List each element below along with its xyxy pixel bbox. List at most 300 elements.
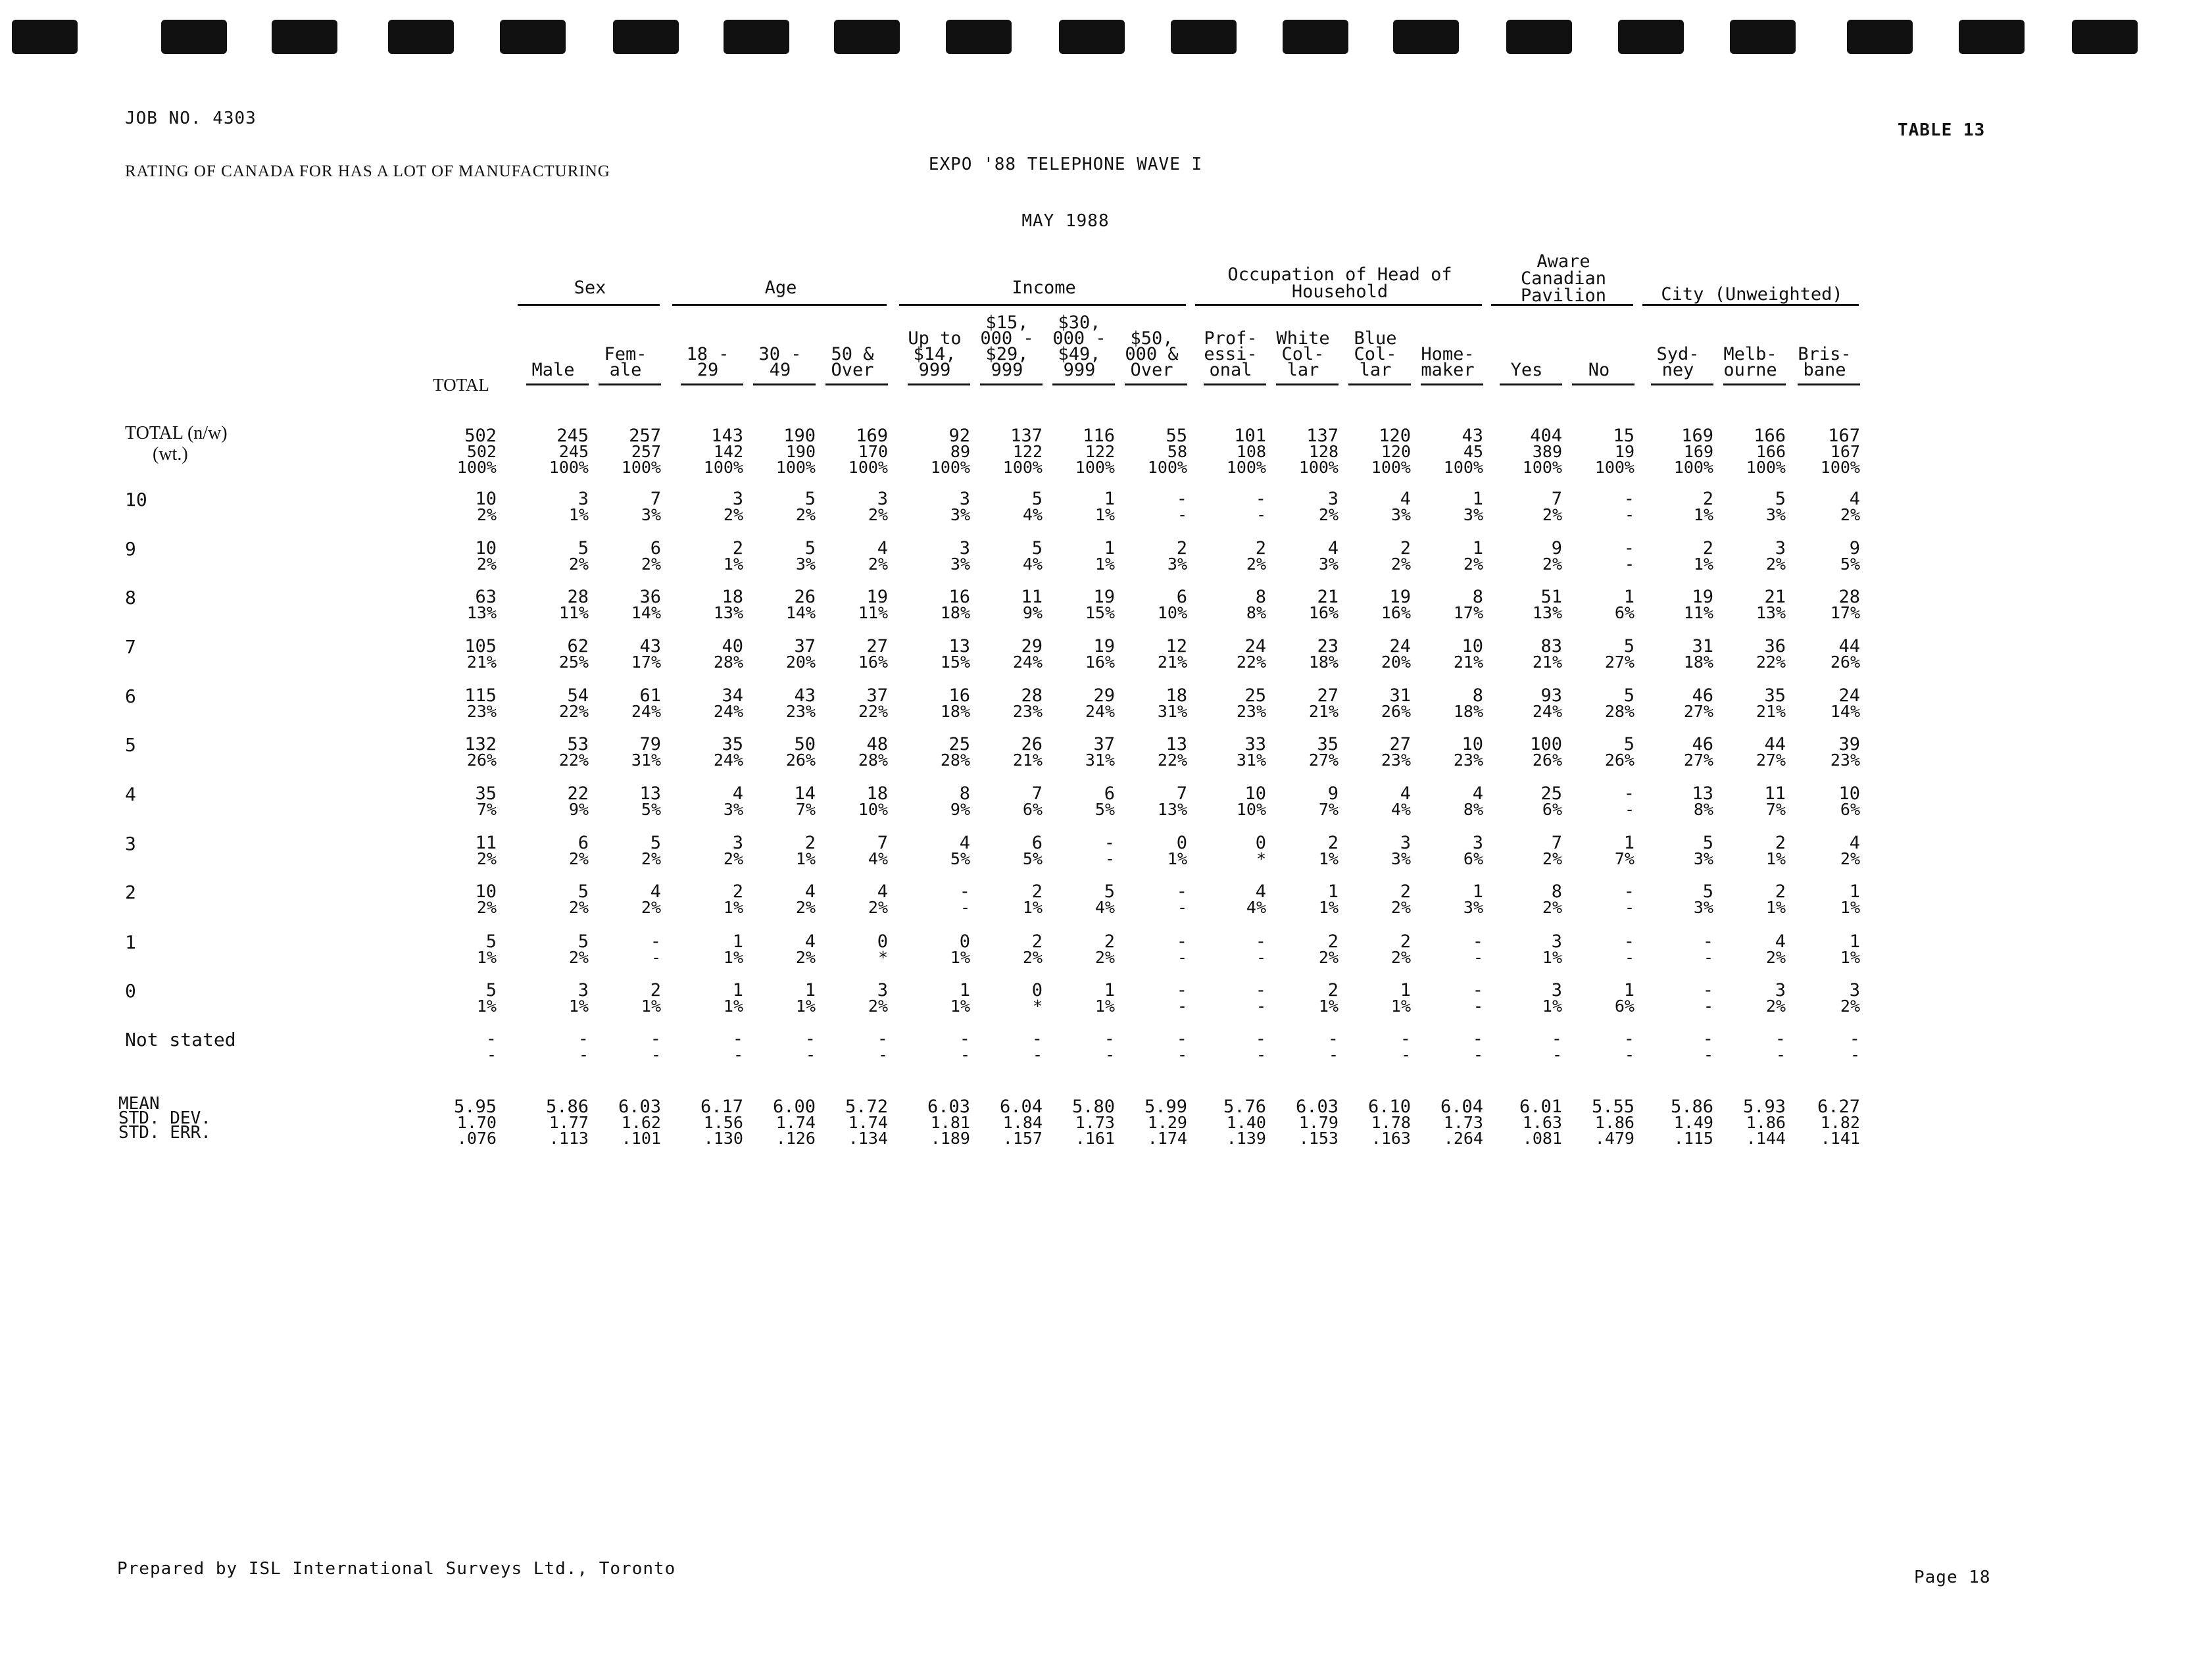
table-cell [1788, 783, 1860, 819]
column-header: 30 - 49 [758, 344, 802, 380]
cell-count: - [804, 1029, 816, 1049]
cell-count: 31 [1389, 685, 1411, 706]
cell-value: 4% [1390, 800, 1411, 819]
cell-value: - [1624, 800, 1634, 819]
cell-value: 2% [1765, 555, 1786, 574]
job-number: JOB NO. 4303 [125, 109, 257, 128]
table-cell [1713, 428, 1786, 476]
cell-count: 4 [877, 538, 888, 558]
table-cell [898, 589, 970, 621]
cell-value: 1% [1318, 898, 1339, 917]
table-cell [898, 636, 970, 672]
cell-value: 1% [568, 505, 589, 524]
cell-value: 21% [1012, 751, 1043, 770]
cell-value: .081 [1522, 1129, 1562, 1148]
cell-count: 7 [877, 833, 888, 853]
cell-value: - [1473, 1045, 1483, 1064]
punch-hole [613, 20, 679, 54]
cell-value: 21% [1532, 653, 1562, 672]
punch-hole [1959, 20, 2025, 54]
cell-count: 50 [794, 734, 816, 754]
cell-value: 100% [1226, 458, 1266, 477]
cell-value: 1% [1390, 997, 1411, 1016]
table-cell [589, 931, 661, 967]
cell-value: 3% [1318, 555, 1339, 574]
cell-value: 20% [785, 653, 816, 672]
table-cell [1115, 538, 1187, 574]
cell-value: 2% [1318, 948, 1339, 967]
cell-value: 31% [1157, 702, 1187, 721]
cell-value: 23% [1830, 751, 1860, 770]
cell-count: 18 [866, 783, 888, 804]
cell-value: 7% [1318, 800, 1339, 819]
cell-count: 2 [732, 538, 743, 558]
table-cell [743, 491, 816, 523]
table-cell [970, 636, 1043, 672]
cell-value: 190 [785, 442, 816, 461]
punch-hole [1730, 20, 1796, 54]
table-cell [671, 881, 743, 917]
cell-count: 11 [475, 833, 497, 853]
table-cell [1562, 835, 1634, 867]
cell-count: 5 [1104, 881, 1115, 902]
cell-count: 37 [1093, 734, 1115, 754]
cell-value: 2% [641, 898, 661, 917]
cell-count: 6.03 [927, 1097, 970, 1117]
cell-value: 2% [1542, 555, 1562, 574]
table-cell [816, 538, 888, 574]
cell-value: 24% [1085, 702, 1115, 721]
cell-value: 2% [1840, 505, 1860, 524]
table-cell [1562, 1031, 1634, 1063]
table-cell [1641, 538, 1713, 574]
cell-value: - [1177, 898, 1187, 917]
table-cell [1490, 931, 1562, 967]
cell-value: .126 [775, 1129, 816, 1148]
cell-count: 5 [577, 931, 589, 952]
cell-value: 2% [568, 555, 589, 574]
cell-value: 21% [1756, 702, 1786, 721]
table-cell [898, 685, 970, 721]
cell-value: * [1032, 997, 1043, 1016]
cell-count: 92 [948, 426, 970, 446]
table-cell [1562, 931, 1634, 967]
table-cell [516, 1099, 589, 1147]
table-cell [1194, 980, 1266, 1016]
table-cell [1641, 589, 1713, 621]
cell-value: - [1104, 849, 1115, 868]
cell-value: 26% [1604, 751, 1634, 770]
cell-count: 5 [804, 489, 816, 509]
cell-value: .264 [1443, 1129, 1483, 1148]
cell-value: 1% [1840, 948, 1860, 967]
cell-value: 5% [1840, 555, 1860, 574]
table-cell [1562, 1099, 1634, 1147]
cell-value: 2% [868, 505, 888, 524]
cell-value: - [1850, 1045, 1860, 1064]
cell-value: 100% [1746, 458, 1786, 477]
cell-value: 2% [1542, 849, 1562, 868]
column-underline [1798, 383, 1860, 385]
cell-value: 21% [466, 653, 497, 672]
group-header: Aware Canadian Pavilion [1520, 251, 1607, 306]
cell-value: 2% [641, 849, 661, 868]
table-cell [1490, 491, 1562, 523]
table-cell [424, 931, 497, 967]
cell-count: - [1255, 489, 1266, 509]
table-cell [743, 685, 816, 721]
punch-hole [2072, 20, 2138, 54]
table-cell [1043, 538, 1115, 574]
table-cell [589, 835, 661, 867]
cell-count: 3 [1400, 833, 1411, 853]
table-cell [1562, 881, 1634, 917]
table-cell [1115, 881, 1187, 917]
cell-value: 1% [568, 997, 589, 1016]
row-label: 7 [125, 636, 136, 658]
cell-count: 35 [722, 734, 743, 754]
cell-count: 28 [1838, 587, 1860, 607]
table-cell [743, 1099, 816, 1147]
cell-count: 2 [1255, 538, 1266, 558]
cell-count: 0 [1176, 833, 1187, 853]
cell-count: 7 [650, 489, 661, 509]
cell-value: 100% [1673, 458, 1713, 477]
table-cell [671, 835, 743, 867]
cell-value: 3% [1693, 898, 1713, 917]
cell-count: 13 [948, 636, 970, 656]
group-header: Occupation of Head of Household [1227, 264, 1452, 302]
cell-value: 100% [1820, 458, 1860, 477]
cell-value: 100% [1147, 458, 1187, 477]
table-cell [743, 589, 816, 621]
table-cell [1266, 428, 1339, 476]
table-cell [1194, 1031, 1266, 1063]
group-underline [1642, 304, 1859, 306]
cell-value: 23% [466, 702, 497, 721]
cell-value: - [1032, 1045, 1043, 1064]
cell-value: 24% [713, 702, 743, 721]
cell-count: 10 [1462, 636, 1483, 656]
cell-value: 100% [456, 458, 497, 477]
cell-value: - [1177, 505, 1187, 524]
cell-value: 7% [1765, 800, 1786, 819]
report-title [908, 115, 1223, 251]
table-cell [816, 1031, 888, 1063]
table-cell [1713, 636, 1786, 672]
table-cell [1562, 734, 1634, 770]
cell-value: 1% [1094, 505, 1115, 524]
cell-value: - [1256, 1045, 1266, 1064]
table-cell [1266, 835, 1339, 867]
cell-count: 37 [794, 636, 816, 656]
table-cell [898, 734, 970, 770]
cell-count: - [1472, 980, 1483, 1001]
cell-value: 128 [1308, 442, 1339, 461]
table-cell [424, 1031, 497, 1063]
cell-value: 120 [1381, 442, 1411, 461]
cell-count: 46 [1692, 685, 1713, 706]
cell-count: 6.27 [1817, 1097, 1860, 1117]
cell-value: - [1400, 1045, 1411, 1064]
cell-count: - [1849, 1029, 1860, 1049]
table-cell [1641, 734, 1713, 770]
table-cell [970, 1031, 1043, 1063]
cell-value: 14% [631, 603, 661, 622]
table-cell [1562, 589, 1634, 621]
table-cell [1194, 835, 1266, 867]
table-cell [589, 783, 661, 819]
table-cell [1788, 491, 1860, 523]
column-header: $50, 000 & Over [1125, 328, 1179, 380]
column-header: 18 - 29 [686, 344, 729, 380]
cell-count: 7 [1551, 833, 1562, 853]
table-cell [743, 734, 816, 770]
cell-count: 3 [1849, 980, 1860, 1001]
cell-value: 100% [775, 458, 816, 477]
table-cell [898, 931, 970, 967]
cell-count: 1 [959, 980, 970, 1001]
table-cell [1490, 980, 1562, 1016]
cell-count: 169 [856, 426, 888, 446]
cell-count: 1 [1400, 980, 1411, 1001]
table-cell [1490, 428, 1562, 476]
punch-hole [1171, 20, 1237, 54]
cell-count: 43 [639, 636, 661, 656]
table-cell [1043, 589, 1115, 621]
table-cell [1411, 589, 1483, 621]
table-cell [1411, 685, 1483, 721]
table-cell [898, 428, 970, 476]
table-cell [516, 491, 589, 523]
cell-count: 5.55 [1591, 1097, 1634, 1117]
cell-count: 105 [464, 636, 497, 656]
cell-value: 1% [1318, 849, 1339, 868]
cell-count: - [1104, 1029, 1115, 1049]
cell-count: 3 [959, 538, 970, 558]
cell-count: 13 [1166, 734, 1187, 754]
table-cell [1115, 734, 1187, 770]
cell-count: 28 [1021, 685, 1043, 706]
cell-value: 16% [1381, 603, 1411, 622]
table-cell [1562, 636, 1634, 672]
cell-value: 25% [558, 653, 589, 672]
cell-value: 6% [1022, 800, 1043, 819]
table-cell [589, 538, 661, 574]
punch-hole [272, 20, 337, 54]
cell-value: 3% [1463, 898, 1483, 917]
cell-value: 1.81 [930, 1113, 970, 1132]
cell-count: 2 [1702, 538, 1713, 558]
cell-value: 1% [723, 948, 743, 967]
cell-count: 115 [464, 685, 497, 706]
cell-count: 4 [1400, 783, 1411, 804]
cell-value: 1% [795, 849, 816, 868]
table-cell [1713, 538, 1786, 574]
table-cell [1490, 538, 1562, 574]
cell-count: 53 [567, 734, 589, 754]
column-underline [908, 383, 970, 385]
table-cell [1713, 1031, 1786, 1063]
cell-count: 7 [1031, 783, 1043, 804]
table-cell [1339, 636, 1411, 672]
cell-value: 1.84 [1002, 1113, 1043, 1132]
cell-count: 2 [1400, 538, 1411, 558]
cell-count: 2 [1327, 931, 1339, 952]
cell-count: 4 [1849, 489, 1860, 509]
cell-value: 7% [476, 800, 497, 819]
punch-hole [1393, 20, 1459, 54]
table-cell [1411, 491, 1483, 523]
cell-value: 22% [858, 702, 888, 721]
cell-value: - [1624, 898, 1634, 917]
table-cell [1115, 1099, 1187, 1147]
cell-value: 22% [1236, 653, 1266, 672]
table-cell [516, 538, 589, 574]
cell-count: 4 [732, 783, 743, 804]
cell-count: 2 [1031, 881, 1043, 902]
table-cell [1490, 1031, 1562, 1063]
table-cell [1115, 931, 1187, 967]
cell-value: .113 [549, 1129, 589, 1148]
table-cell [1266, 1099, 1339, 1147]
cell-count: 16 [948, 685, 970, 706]
cell-value: 13% [1756, 603, 1786, 622]
cell-value: 3% [1463, 505, 1483, 524]
cell-count: - [1255, 1029, 1266, 1049]
cell-count: 4 [1472, 783, 1483, 804]
cell-value: .130 [703, 1129, 743, 1148]
table-cell [424, 783, 497, 819]
report-title-line2: MAY 1988 [1021, 211, 1110, 231]
cell-count: 26 [794, 587, 816, 607]
table-cell [1339, 734, 1411, 770]
table-cell [424, 1099, 497, 1147]
cell-count: 6.04 [999, 1097, 1043, 1117]
cell-count: 4 [1400, 489, 1411, 509]
table-cell [1411, 881, 1483, 917]
table-cell [424, 538, 497, 574]
table-cell [1641, 783, 1713, 819]
table-cell [1043, 931, 1115, 967]
table-cell [1562, 685, 1634, 721]
cell-value: 169 [1683, 442, 1713, 461]
table-cell [1788, 538, 1860, 574]
cell-count: 19 [866, 587, 888, 607]
cell-value: 23% [1453, 751, 1483, 770]
cell-count: 5 [1623, 685, 1634, 706]
cell-value: 11% [858, 603, 888, 622]
table-cell [1115, 491, 1187, 523]
table-cell [1411, 980, 1483, 1016]
cell-count: 5.99 [1144, 1097, 1187, 1117]
table-cell [1194, 685, 1266, 721]
table-cell [1339, 980, 1411, 1016]
table-cell [1266, 881, 1339, 917]
cell-value: * [877, 948, 888, 967]
table-cell [898, 835, 970, 867]
cell-value: 100% [1298, 458, 1339, 477]
cell-count: - [1255, 931, 1266, 952]
cell-value: - [1177, 948, 1187, 967]
punch-hole [946, 20, 1012, 54]
cell-count: 404 [1530, 426, 1562, 446]
table-cell [424, 881, 497, 917]
cell-count: 26 [1021, 734, 1043, 754]
cell-value: 100% [1522, 458, 1562, 477]
cell-value: 23% [1236, 702, 1266, 721]
cell-count: 137 [1306, 426, 1339, 446]
cell-value: .174 [1147, 1129, 1187, 1148]
group-underline [1491, 304, 1633, 306]
cell-count: 1 [1849, 931, 1860, 952]
table-cell [424, 685, 497, 721]
cell-value: 16% [858, 653, 888, 672]
table-cell [1713, 783, 1786, 819]
column-header: Bris- bane [1798, 344, 1852, 380]
cell-value: 1.29 [1147, 1113, 1187, 1132]
cell-count: 54 [567, 685, 589, 706]
cell-count: 24 [1244, 636, 1266, 656]
cell-count: 100 [1530, 734, 1562, 754]
table-cell [1411, 931, 1483, 967]
cell-count: 19 [1093, 587, 1115, 607]
cell-count: - [1255, 980, 1266, 1001]
cell-count: 9 [1551, 538, 1562, 558]
table-cell [1115, 783, 1187, 819]
cell-count: 19 [1389, 587, 1411, 607]
cell-value: 100% [1075, 458, 1115, 477]
table-cell [1788, 636, 1860, 672]
cell-value: 24% [1012, 653, 1043, 672]
table-cell [1266, 491, 1339, 523]
cell-value: 3% [641, 505, 661, 524]
column-header: Male [531, 360, 575, 380]
cell-value: 3% [723, 800, 743, 819]
table-cell [970, 428, 1043, 476]
table-cell [424, 835, 497, 867]
column-underline [1421, 383, 1483, 385]
cell-value: 2% [795, 898, 816, 917]
group-header: Age [764, 278, 797, 298]
punch-hole [724, 20, 789, 54]
table-cell [1713, 881, 1786, 917]
table-cell [1266, 1031, 1339, 1063]
column-underline [1204, 383, 1266, 385]
row-label: 1 [125, 931, 136, 953]
cell-value: 1.78 [1371, 1113, 1411, 1132]
cell-count: 101 [1234, 426, 1266, 446]
cell-value: 1% [1693, 505, 1713, 524]
table-cell [970, 931, 1043, 967]
cell-value: 100% [848, 458, 888, 477]
table-cell [898, 1099, 970, 1147]
cell-value: 1.49 [1673, 1113, 1713, 1132]
table-cell [1115, 1031, 1187, 1063]
prepared-by: Prepared by ISL International Surveys Ltd., Toronto [117, 1559, 676, 1579]
cell-count: 4 [1255, 881, 1266, 902]
table-cell [898, 881, 970, 917]
table-cell [1490, 1099, 1562, 1147]
table-cell [1713, 491, 1786, 523]
cell-value: 9% [568, 800, 589, 819]
table-cell [1043, 636, 1115, 672]
cell-count: 5 [577, 538, 589, 558]
cell-count: - [1400, 1029, 1411, 1049]
cell-value: - [1624, 948, 1634, 967]
cell-count: 5 [1623, 636, 1634, 656]
cell-value: 7% [795, 800, 816, 819]
